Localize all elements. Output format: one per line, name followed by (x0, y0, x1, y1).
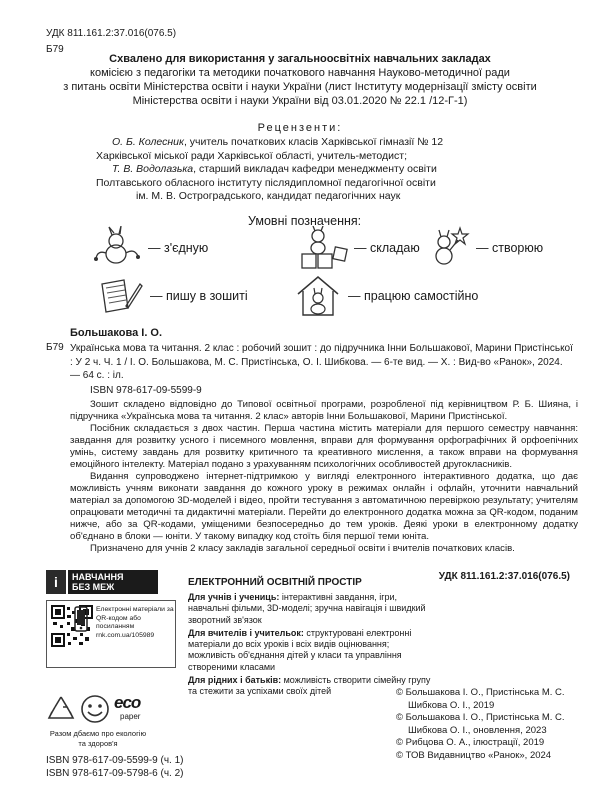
legend-write-label: — пишу в зошиті (150, 289, 248, 303)
copyright-1: © Большакова І. О., Пристінська М. С. (396, 687, 565, 698)
catalog-index-2: Б79 (46, 342, 64, 353)
reviewer-2-text: , старший викладач кафедри менеджменту освіти (193, 163, 437, 175)
phone-icon (74, 606, 88, 637)
legend-write (96, 276, 248, 316)
legend-compose (296, 226, 420, 270)
author: Большакова І. О. (70, 327, 163, 339)
approval-line-1: Схвалено для використання у загальноосвітніх навчальних закладах (109, 53, 491, 65)
approval-line-2: комісією з педагогіки та методики початкового навчання Науково-методичної ради (90, 67, 510, 79)
eresource-parents-label: Для рідних і батьків: (188, 675, 282, 686)
brand-line-1: НАВЧАННЯ (72, 572, 124, 582)
legend-connect (90, 226, 208, 270)
bunny-connect-icon (90, 226, 144, 270)
reviewer-1-cont: Харківської міської ради Харківської області, учитель-методист; (96, 149, 408, 162)
eco-caption: Разом дбаємо про екологію та здоров'я (49, 729, 147, 748)
eco-paper-logo (114, 694, 154, 721)
reviewer-2-cont-1: Полтавського обласного інституту післядипломної педагогічної освіти (96, 176, 436, 189)
copyright-2: © Большакова І. О., Пристінська М. С. (396, 712, 565, 723)
reviewers-block (96, 136, 443, 204)
bunny-star-icon (426, 226, 472, 270)
eresource-teachers-label: Для вчителів і учительок: (188, 627, 304, 638)
reviewer-1-name: О. Б. Колесник (112, 136, 184, 148)
eco-sub: paper (120, 712, 141, 721)
copyright-2-cont: Шибкова О. І., оновлення, 2023 (408, 724, 547, 736)
notebook-pen-icon (96, 276, 144, 316)
reviewer-1-text: , учитель початкових класів Харківської гімназії № 12 (183, 136, 444, 148)
eresource-students-label: Для учнів і учениць: (188, 592, 280, 602)
description-p1: Зошит складено відповідно до Типової освітньої програми, розробленої під керівництвом Р. Б. Шияна, і підручника «Українська мова та читання. 2 клас» авторів Інни Большакової, Марини Пристінської. (70, 399, 578, 422)
reviewer-2-name: Т. В. Водолазька (112, 163, 194, 175)
copyrights (396, 687, 565, 762)
description-p4: Призначено для учнів 2 класу закладів загальної середньої освіти і вчителів початкових класів. (90, 543, 515, 554)
brand-mark: i (46, 570, 68, 594)
description-p2: Посібник складається з двох частин. Перша частина містить матеріали для першого семестру навчання: завдання для розвитку усного і писемного мовлення, вправи для формування орфографічних й орфоепічних умінь, систему завдань для розвитку критичного та креативного мислення, а також вправи на формування емоційного інтелекту. Матеріал подано з урахуванням психологічних особливостей другокласників. (70, 423, 578, 470)
legend-compose-label: — складаю (354, 241, 420, 255)
catalog-text: Українська мова та читання. 2 клас : робочий зошит : до підручника Інни Большакової, Марини Пристінської : У 2 ч. Ч. 1 / І. О. Большакова, М. С. Пристінська, О. І. Шибкова. — 6-те вид. — Х. : Вид-во «Ранок», 2024. — 64 с. : іл. (70, 343, 573, 381)
isbn-part-2: ISBN 978-617-09-5798-6 (ч. 2) (46, 768, 184, 779)
isbn-main: ISBN 978-617-09-5599-9 (90, 385, 202, 396)
eco-label: eco (114, 693, 141, 712)
smile-icon (80, 694, 110, 729)
brand-line-2: БЕЗ МЕЖ (72, 582, 115, 592)
isbn-list (46, 754, 184, 780)
eresource-teachers-text: структуровані електронні матеріали до всіх уроків і всіх видів оцінювання; можливість об'єднання дітей у класи та управління створеними класами (188, 627, 412, 672)
description (70, 399, 578, 555)
approval-line-4: Міністерства освіти і науки України від 03.01.2020 № 22.1 /12-Г-1) (132, 95, 468, 107)
legend-independent (294, 274, 478, 318)
isbn-part-1: ISBN 978-617-09-5599-9 (ч. 1) (46, 755, 184, 766)
copyright-3: © Рибцова О. А., ілюстрації, 2019 (396, 737, 545, 748)
eresource-students-text: інтерактивні завдання, ігри, навчальні фільми, 3D-моделі; зручна навігація і швидкий зворотний зв'язок (188, 592, 426, 625)
house-bunny-icon (294, 274, 342, 318)
description-p3: Видання супроводжено інтернет-підтримкою у вигляді електронного інтерактивного додатка, що дає можливість учням виконати завдання до кожного уроку в режимах онлайн і офлайн, уточнити навчальний матеріал за допомогою 3D-моделей і відео, пройти тестування з автоматичною перевіркою результату; учителям опрацювати методичні та дидактичні матеріали. Перейти до електронного додатка можна за QR-кодом, поданим нижче, або за QR-кодами, уміщеними безпосередньо до тем уроків. Деякі уроки в електронному додатку об'єднано в блоки — юніти. У такому випадку код стоїть біля першої теми юніта. (70, 471, 578, 542)
qr-caption: Електронні матеріали за QR-кодом або посиланням rnk.com.ua/105989 (96, 606, 174, 639)
legend-independent-label: — працюю самостійно (348, 289, 479, 303)
eresource-title: ЕЛЕКТРОННИЙ ОСВІТНІЙ ПРОСТІР (188, 577, 362, 588)
udk-code: УДК 811.161.2:37.016(076.5) (46, 28, 177, 39)
bunny-blocks-icon (296, 226, 350, 270)
reviewers-title: Рецензенти: (257, 122, 343, 134)
approval-block (0, 52, 600, 108)
catalog-index: Б79 (46, 44, 64, 55)
brand-badge (46, 570, 158, 594)
legend-title: Умовні позначення: (248, 214, 362, 228)
reviewer-2-cont-2: ім. М. В. Остроградського, кандидат педагогічних наук (136, 190, 401, 202)
legend-create (426, 226, 543, 270)
udk-code-bottom: УДК 811.161.2:37.016(076.5) (438, 571, 570, 582)
legend-create-label: — створюю (476, 241, 544, 255)
eresource-parents-text: можливість створити сімейну групу та стежити за успіхами своїх дітей (188, 675, 431, 697)
copyright-4: © ТОВ Видавництво «Ранок», 2024 (396, 749, 552, 761)
copyright-1-cont: Шибкова О. І., 2019 (408, 699, 495, 711)
eresource-block (188, 592, 438, 698)
recycle-icon (46, 694, 76, 729)
approval-line-3: з питань освіти Міністерства освіти і науки України (лист Інституту модернізації змісту освіти (63, 81, 537, 93)
legend-connect-label: — з'єдную (148, 241, 209, 255)
brand-text (68, 572, 123, 592)
